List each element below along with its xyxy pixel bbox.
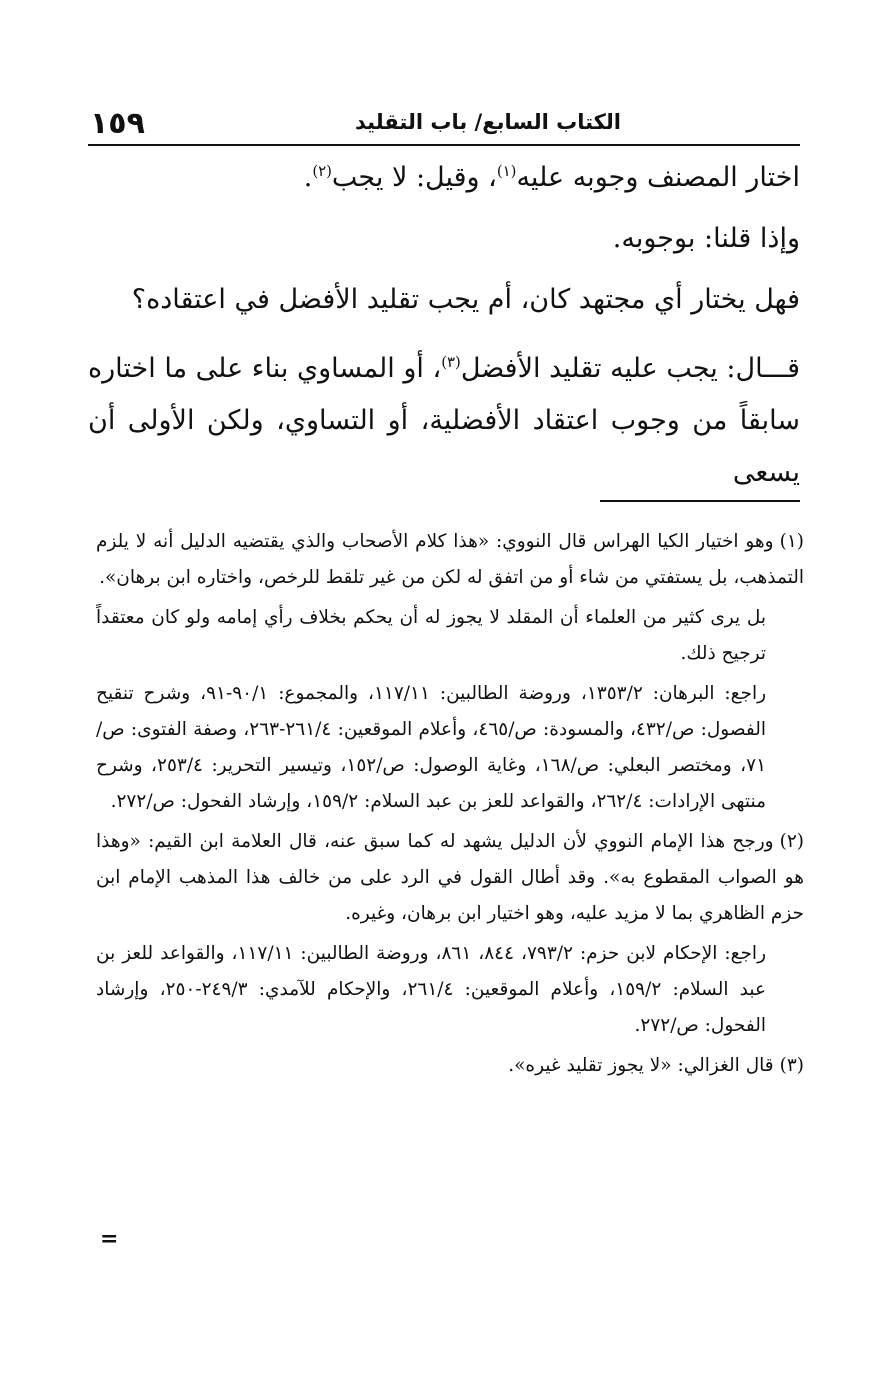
- paragraph-1-mid: ، وقيل: لا يجب: [331, 162, 497, 193]
- footnote-3-number: (٣): [779, 1055, 804, 1076]
- footnote-ref-2: (٢): [312, 162, 332, 180]
- main-text: [88, 160, 800, 499]
- footnote-1: [96, 524, 804, 596]
- footnote-2-text: ورجح هذا الإمام النووي لأن الدليل يشهد له كما سبق عنه، قال العلامة ابن القيم: «وهذا هو الصواب المقطوع به». وقد أطال القول في الرد على من خالف هذا المذهب الإمام ابن حزم الظاهري بما لا مزيد عليه، وهو اختيار ابن برهان، وغيره.: [96, 831, 804, 924]
- footnote-1-text: وهو اختيار الكيا الهراس قال النووي: «هذا كلام الأصحاب والذي يقتضيه الدليل أنه لا يلزم التمذهب، بل يستفتي من شاء أو من اتفق له لكن من غير تلقط للرخص، واختاره ابن برهان».: [96, 531, 804, 588]
- footnote-2: [96, 824, 804, 932]
- footnote-3: [96, 1048, 804, 1084]
- footnotes: [96, 524, 804, 1088]
- paragraph-4: [88, 343, 800, 499]
- footnote-2-references: راجع: الإحكام لابن حزم: ٧٩٣/٢، ٨٤٤، ٨٦١، وروضة الطالبين: ١١٧/١١، والقواعد للعز بن عبد السلام: ١٥٩/٢، وأعلام الموقعين: ٢٦١/٤، والإحكام للآمدي: ٢٤٩/٣-٢٥٠، وإرشاد الفحول: ص/٢٧٢.: [96, 943, 766, 1036]
- continuation-mark: =: [100, 1226, 119, 1252]
- paragraph-4-text: قـــال: يجب عليه تقليد الأفضل: [460, 353, 800, 384]
- footnote-2-number: (٢): [779, 831, 804, 852]
- footnote-separator: [600, 500, 800, 502]
- footnote-1-paragraph-2: بل يرى كثير من العلماء أن المقلد لا يجوز له أن يحكم بخلاف رأي إمامه ولو كان معتقداً ترجيح ذلك.: [96, 607, 766, 664]
- paragraph-1-end: .: [303, 162, 313, 193]
- footnote-1-number: (١): [779, 531, 804, 552]
- page-number: ١٥٩: [90, 106, 145, 141]
- running-title: الكتاب السابع/ باب التقليد: [355, 110, 621, 134]
- paragraph-1: [88, 160, 800, 195]
- paragraph-4-end: ، أو المساوي بناء على ما اختاره سابقاً من وجوب اعتقاد الأفضلية، أو التساوي، ولكن الأولى أن يسعى: [88, 353, 800, 488]
- footnote-3-text: قال الغزالي: «لا يجوز تقليد غيره».: [508, 1055, 774, 1076]
- footnote-1-references: راجع: البرهان: ١٣٥٣/٢، وروضة الطالبين: ١١٧/١١، والمجموع: ٩٠/١-٩١، وشرح تنقيح الفصول: ص/٤٣٢، والمسودة: ص/٤٦٥، وأعلام الموقعين: ٢٦١/٤-٢٦٣، وصفة الفتوى: ص/٧١، ومختصر البعلي: ص/١٦٨، وغاية الوصول: ص/١٥٢، وتيسير التحرير: ٢٥٣/٤، وشرح منتهى الإرادات: ٢٦٢/٤، والقواعد للعز بن عبد السلام: ١٥٩/٢، وإرشاد الفحول: ص/٢٧٢.: [96, 683, 767, 812]
- footnote-ref-1: (١): [496, 162, 517, 180]
- paragraph-3: فهل يختار أي مجتهد كان، أم يجب تقليد الأفضل في اعتقاده؟: [131, 284, 800, 315]
- paragraph-2: وإذا قلنا: بوجوبه.: [612, 223, 800, 254]
- paragraph-1-text: اختار المصنف وجوبه عليه: [516, 162, 800, 193]
- page-header: [88, 102, 800, 146]
- footnote-ref-3: (٣): [441, 353, 461, 371]
